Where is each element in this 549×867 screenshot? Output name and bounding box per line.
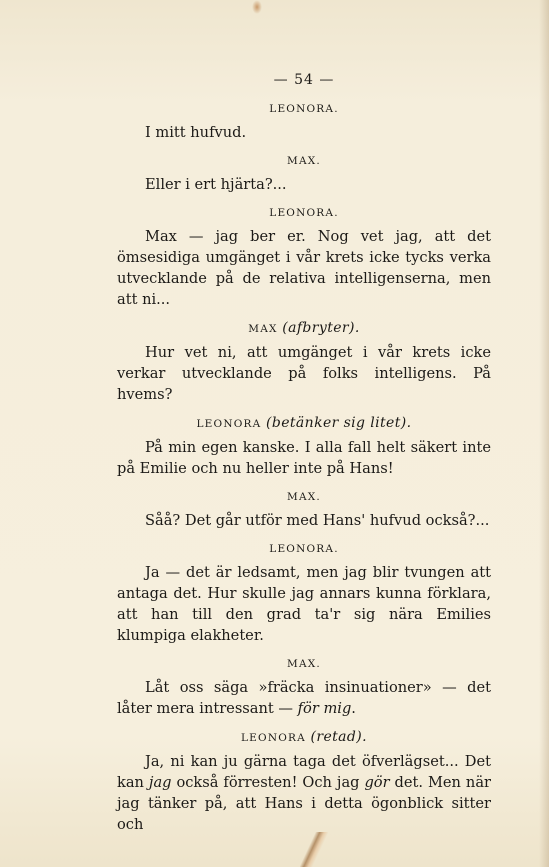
stage-direction: (betänker sig litet).	[265, 415, 412, 431]
speaker-name: MAX.	[287, 658, 321, 670]
speaker-label	[117, 654, 491, 675]
speaker-label	[117, 727, 491, 749]
speaker-name: LEONORA.	[269, 543, 339, 555]
page-stain-top	[252, 0, 262, 14]
dialogue-text: Låt oss säga »fräcka insinuationer» — det låter mera intressant —	[117, 679, 491, 717]
speaker-label	[117, 487, 491, 508]
speaker-label	[117, 413, 491, 435]
speaker-name: LEONORA.	[269, 207, 339, 219]
dialogue-line: Max — jag ber er. Nog vet jag, att det ömsesidiga umgänget i vår krets icke tycks verka utvecklande på de relativa intelligenserna, men att ni...	[117, 228, 491, 308]
speaker-label	[117, 99, 491, 120]
dialogue-emphasis: för mig	[297, 700, 352, 717]
speaker-name: MAX.	[287, 491, 321, 503]
dialogue-text: .	[351, 700, 356, 717]
speaker-name: LEONORA	[196, 418, 262, 430]
dialogue-text: också förresten! Och jag	[171, 774, 365, 791]
dialogue-emphasis: gör	[364, 774, 390, 791]
dialogue-line: På min egen kanske. I alla fall helt säkert inte på Emilie och nu heller inte på Hans!	[117, 439, 491, 477]
dialogue-line: Eller i ert hjärta?...	[145, 176, 287, 193]
dialogue-line: Såå? Det går utför med Hans' hufvud också?...	[145, 512, 490, 529]
page-number: — 54 —	[273, 72, 335, 88]
dialogue-text: Ja, ni kan ju gärna taga det öfverlägset... Det kan	[117, 753, 491, 791]
dialogue-emphasis: jag	[148, 774, 172, 791]
page-content	[117, 60, 491, 835]
speaker-label	[117, 539, 491, 560]
speaker-label	[117, 203, 491, 224]
dialogue-line: Ja — det är ledsamt, men jag blir tvungen att antaga det. Hur skulle jag annars kunna förklara, att han till den grad ta'r sig nära Emilies klumpiga elakheter.	[117, 564, 491, 644]
speaker-name: MAX	[248, 323, 278, 335]
stage-direction: (retad).	[310, 729, 367, 745]
page-stain-bottom	[300, 832, 328, 867]
dialogue-text: det. Men när jag tänker på, att Hans i detta ögonblick sitter och	[117, 774, 491, 833]
speaker-name: LEONORA	[241, 732, 306, 744]
page-edge-shadow	[539, 0, 549, 867]
dialogue-line	[117, 677, 491, 719]
speaker-label	[117, 151, 491, 172]
speaker-name: MAX.	[287, 155, 321, 167]
dialogue-line	[117, 751, 491, 835]
dialogue-line: I mitt hufvud.	[145, 124, 247, 141]
speaker-label	[117, 318, 491, 340]
speaker-name: LEONORA.	[269, 103, 339, 115]
stage-direction: (afbryter).	[282, 320, 360, 336]
dialogue-line: Hur vet ni, att umgänget i vår krets icke verkar utvecklande på folks intelligens. På hvems?	[117, 344, 491, 403]
